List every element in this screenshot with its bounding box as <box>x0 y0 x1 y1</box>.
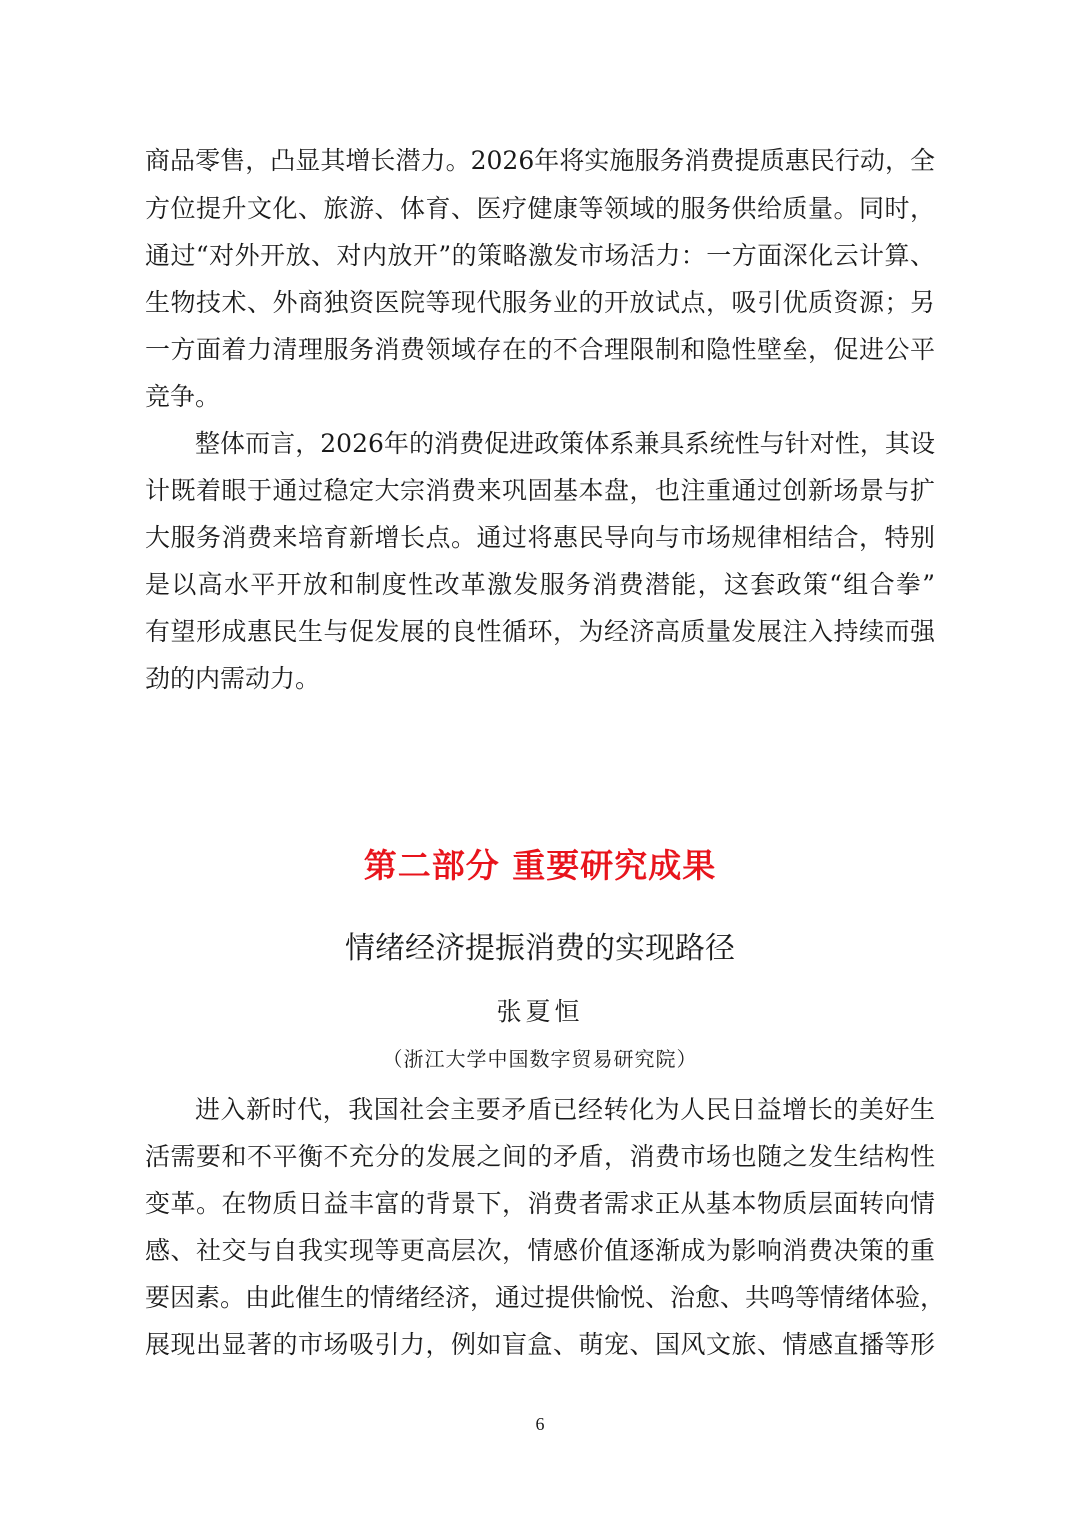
article-line-1: 进入新时代，我国社会主要矛盾已经转化为人民日益增长的美好生 <box>195 1095 935 1124</box>
paragraph-2-line-2: 计既着眼于通过稳定大宗消费来巩固基本盘，也注重通过创新场景与扩 <box>145 476 935 505</box>
section-title: 第二部分 重要研究成果 <box>363 846 717 885</box>
paragraph-1-line-1: 商品零售，凸显其增长潜力。2026年将实施服务消费提质惠民行动，全 <box>145 146 935 175</box>
paragraph-1-line-6: 竞争。 <box>145 382 221 411</box>
article-line-3: 变革。在物质日益丰富的背景下，消费者需求正从基本物质层面转向情 <box>145 1189 935 1218</box>
paragraph-2-line-4: 是以高水平开放和制度性改革激发服务消费潜能，这套政策“组合拳” <box>145 570 935 599</box>
paragraph-1-line-3: 通过“对外开放、对内放开”的策略激发市场活力：一方面深化云计算、 <box>145 241 935 270</box>
paragraph-2-line-5: 有望形成惠民生与促发展的良性循环，为经济高质量发展注入持续而强 <box>145 617 935 646</box>
paragraph-2-line-6: 劲的内需动力。 <box>145 664 321 693</box>
article-author: 张夏恒 <box>496 997 584 1026</box>
paragraph-1-line-5: 一方面着力清理服务消费领域存在的不合理限制和隐性壁垒，促进公平 <box>145 335 935 364</box>
article-title: 情绪经济提振消费的实现路径 <box>345 931 735 966</box>
article-line-4: 感、社交与自我实现等更高层次，情感价值逐渐成为影响消费决策的重 <box>145 1236 935 1265</box>
article-line-6: 展现出显著的市场吸引力，例如盲盒、萌宠、国风文旅、情感直播等形 <box>145 1330 935 1359</box>
paragraph-1-line-4: 生物技术、外商独资医院等现代服务业的开放试点，吸引优质资源；另 <box>145 288 935 317</box>
paragraph-2-line-3: 大服务消费来培育新增长点。通过将惠民导向与市场规律相结合，特别 <box>145 523 935 552</box>
article-line-5: 要因素。由此催生的情绪经济，通过提供愉悦、治愈、共鸣等情绪体验， <box>145 1283 946 1312</box>
page-number: 6 <box>535 1414 545 1434</box>
paragraph-2-line-1: 整体而言，2026年的消费促进政策体系兼具系统性与针对性，其设 <box>195 429 935 458</box>
article-affiliation: （浙江大学中国数字贸易研究院） <box>382 1047 698 1071</box>
article-line-2: 活需要和不平衡不充分的发展之间的矛盾，消费市场也随之发生结构性 <box>145 1142 935 1171</box>
paragraph-1-line-2: 方位提升文化、旅游、体育、医疗健康等领域的服务供给质量。同时， <box>145 194 935 223</box>
